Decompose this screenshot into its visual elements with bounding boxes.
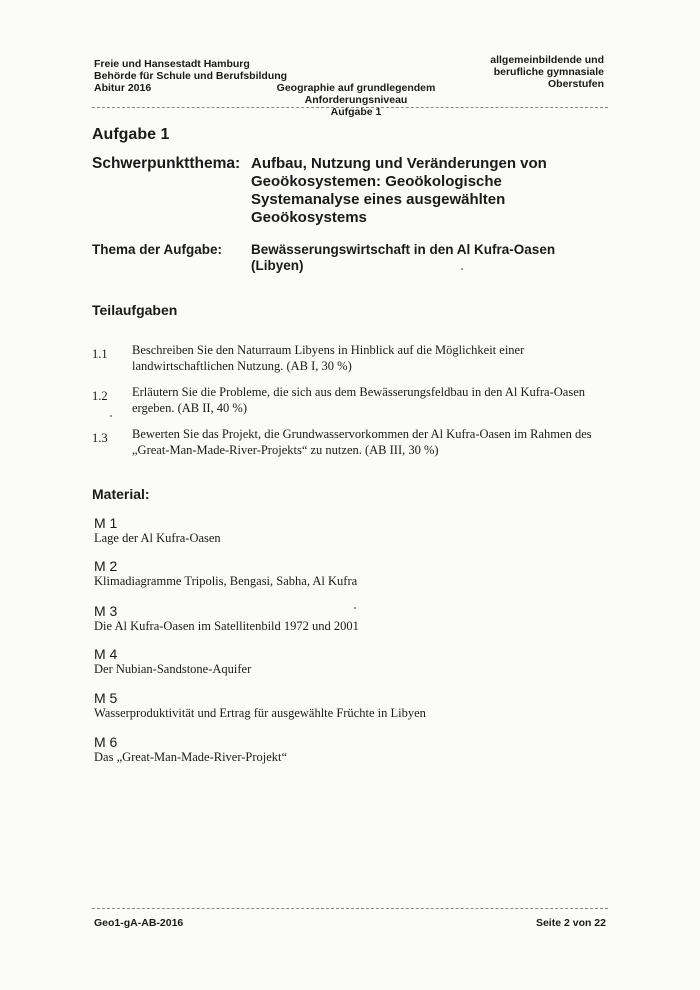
material-item	[94, 515, 594, 546]
subtask-text: Bewerten Sie das Projekt, die Grundwasservorkommen der Al Kufra-Oasen im Rahmen des „Great-Man-Made-River-Projekts“ zu nutzen. (AB III, 30 %)	[132, 427, 592, 457]
material-code: M 4	[94, 646, 118, 662]
material-description: Klimadiagramme Tripolis, Bengasi, Sabha, Al Kufra	[94, 574, 358, 588]
page-title: Aufgabe 1	[92, 126, 170, 143]
task-theme-text: Bewässerungswirtschaft in den Al Kufra-Oasen (Libyen)	[251, 242, 556, 273]
subtasks-heading: Teilaufgaben	[92, 302, 178, 318]
header-city: Freie und Hansestadt Hamburg	[94, 58, 250, 70]
focus-topic-text: Aufbau, Nutzung und Veränderungen von Geoökosystemen: Geoökologische Systemanalyse eines ausgewählten Geoökosystems	[251, 155, 547, 226]
material-item	[94, 646, 594, 677]
footer-divider	[92, 908, 608, 909]
material-description: Das „Great-Man-Made-River-Projekt“	[94, 750, 288, 764]
material-description: Die Al Kufra-Oasen im Satellitenbild 1972 und 2001	[94, 619, 359, 633]
material-code: M 6	[94, 734, 118, 750]
subtask-number: 1.1	[92, 347, 108, 361]
material-code: M 1	[94, 515, 118, 531]
scan-speck	[354, 607, 356, 609]
scan-speck	[461, 268, 463, 270]
material-heading: Material:	[92, 486, 150, 502]
footer-page-number: Seite 2 von 22	[535, 917, 606, 929]
header-exam-year: Abitur 2016	[94, 82, 152, 94]
material-description: Lage der Al Kufra-Oasen	[94, 531, 221, 545]
subtask-number: 1.2	[92, 389, 108, 403]
material-description: Wasserproduktivität und Ertrag für ausgewählte Früchte in Libyen	[94, 706, 426, 720]
subtask-text: Beschreiben Sie den Naturraum Libyens in Hinblick auf die Möglichkeit einer landwirtschaftlichen Nutzung. (AB I, 30 %)	[132, 343, 525, 373]
material-code: M 3	[94, 603, 118, 619]
material-item	[94, 603, 594, 634]
material-description: Der Nubian-Sandstone-Aquifer	[94, 662, 252, 676]
header-subject-level: Geographie auf grundlegendem Anforderungsniveau	[276, 82, 436, 106]
material-item	[94, 558, 594, 589]
scan-speck	[110, 415, 112, 417]
material-item	[94, 734, 594, 765]
task-theme-label: Thema der Aufgabe:	[92, 242, 223, 257]
header-right-line-2: berufliche gymnasiale	[493, 66, 604, 78]
material-item	[94, 690, 594, 721]
footer-document-id: Geo1-gA-AB-2016	[94, 917, 184, 929]
subtask-number: 1.3	[92, 431, 108, 445]
subtask-text: Erläutern Sie die Probleme, die sich aus dem Bewässerungsfeldbau in den Al Kufra-Oasen ergeben. (AB II, 40 %)	[132, 385, 585, 415]
header-authority: Behörde für Schule und Berufsbildung	[94, 70, 288, 82]
material-code: M 5	[94, 690, 118, 706]
header-subject	[236, 82, 476, 118]
material-code: M 2	[94, 558, 118, 574]
header-divider	[92, 107, 608, 108]
header-task-number: Aufgabe 1	[330, 106, 382, 118]
header-right-line-3: Oberstufen	[547, 78, 604, 90]
header-school-type	[470, 54, 604, 90]
focus-topic-label: Schwerpunktthema:	[92, 155, 241, 172]
header-right-line-1: allgemeinbildende und	[490, 54, 604, 66]
